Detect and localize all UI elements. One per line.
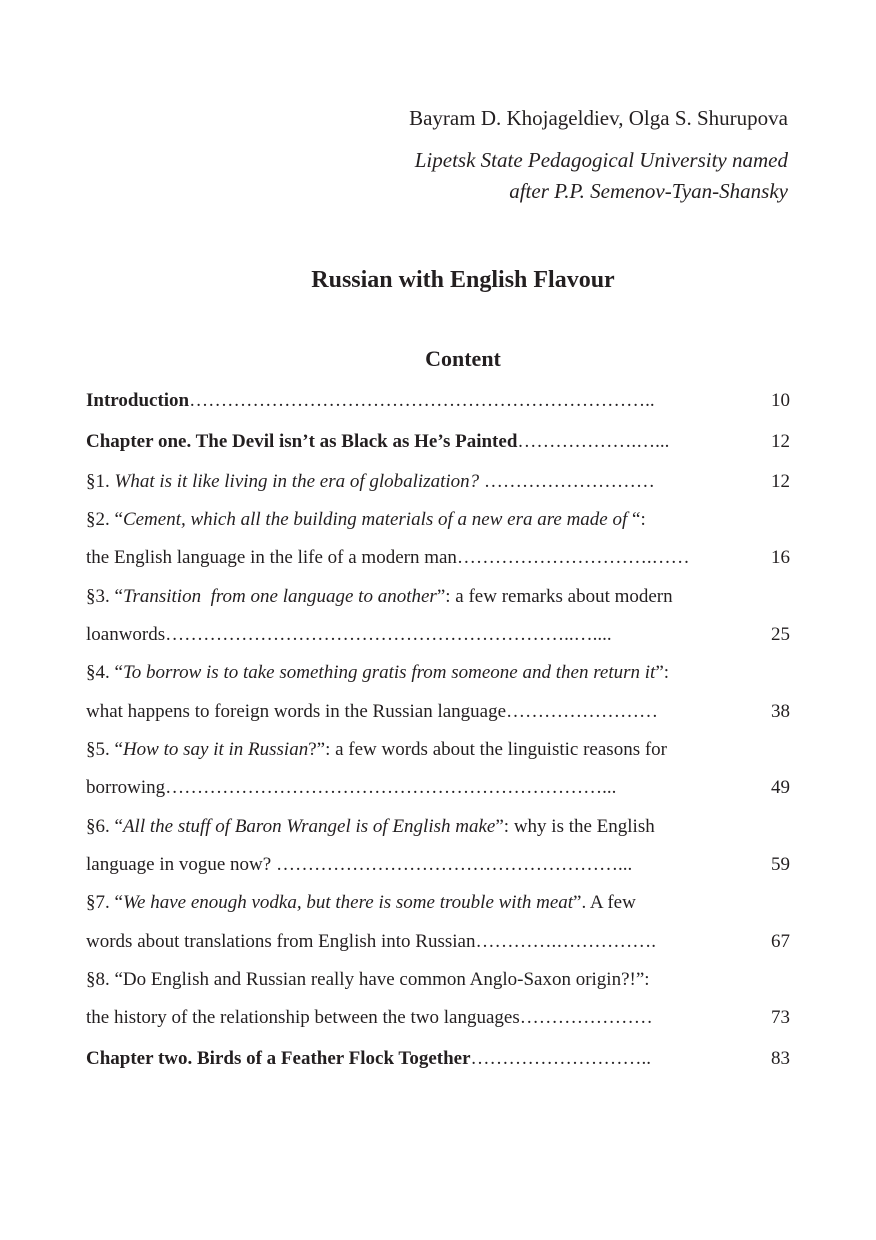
toc-entry-chapter-one[interactable] (86, 428, 790, 456)
toc-label-continued: the history of the relationship between the two languages (86, 1007, 520, 1028)
toc-entry-section-7[interactable] (86, 889, 790, 956)
toc-page-number: 12 (771, 471, 790, 492)
toc-page-number: 25 (771, 624, 790, 645)
toc-entry-section-3[interactable] (86, 583, 790, 649)
toc-line-1 (86, 736, 790, 764)
toc-prefix: §3. “ (86, 586, 123, 607)
toc-label: Chapter two. Birds of a Feather Flock Together (86, 1048, 471, 1069)
toc-leader: ………….……………. (475, 931, 656, 952)
toc-suffix: ”: (655, 662, 670, 683)
toc-label-continued: loanwords (86, 624, 166, 645)
toc-prefix: §6. “ (86, 816, 123, 837)
toc-page-number: 59 (771, 854, 790, 875)
toc-leader: ………………………….…… (456, 547, 690, 568)
toc-page-number: 12 (771, 431, 790, 452)
toc-entry-section-8[interactable] (86, 966, 790, 1032)
toc-prefix: §5. “ (86, 739, 123, 760)
authors: Bayram D. Khojageldiev, Olga S. Shurupova (409, 106, 788, 130)
book-title: Russian with English Flavour (311, 267, 615, 293)
toc-line-2 (86, 774, 790, 802)
toc-entry-section-5[interactable] (86, 736, 790, 802)
toc-entry-section-2[interactable] (86, 506, 790, 572)
toc-page-number: 49 (771, 777, 790, 798)
toc-label-continued: borrowing (86, 777, 166, 798)
toc-label-continued: what happens to foreign words in the Russian language (86, 701, 507, 722)
toc-entry-introduction[interactable] (86, 387, 790, 415)
toc-line-1 (86, 889, 790, 917)
toc-line-2 (86, 1004, 790, 1032)
toc-suffix: ”. A few (573, 892, 636, 913)
affiliation-line-2: after P.P. Semenov-Tyan-Shansky (509, 179, 788, 203)
toc-leader: ………………………………………………………..….... (165, 624, 612, 645)
toc-label-continued: language in vogue now? (86, 854, 276, 875)
toc-label: §8. “Do English and Russian really have common Anglo-Saxon origin?!”: (86, 969, 650, 990)
toc-entry-section-4[interactable] (86, 659, 790, 726)
toc-line-2 (86, 698, 790, 726)
toc-leader: ……………………… (479, 471, 655, 492)
toc-leader: ……………….…... (517, 431, 670, 452)
content-heading: Content (425, 346, 501, 371)
toc-line-1 (86, 583, 790, 611)
toc-suffix: “: (627, 509, 646, 530)
toc-label: Introduction (86, 390, 190, 411)
toc-label: All the stuff of Baron Wrangel is of English make (122, 816, 496, 837)
toc-label: To borrow is to take something gratis from someone and then return it (122, 662, 656, 683)
toc-suffix: ”: a few remarks about modern (436, 586, 673, 607)
toc-suffix: ?”: a few words about the linguistic reasons for (308, 739, 667, 760)
toc-entry-section-6[interactable] (86, 813, 790, 879)
toc-page-number: 10 (771, 390, 790, 411)
toc-label: What is it like living in the era of globalization? (114, 471, 480, 492)
toc-leader: ……………………….. (470, 1048, 652, 1069)
toc-line-1 (86, 506, 790, 534)
toc-label: Cement, which all the building materials of a new era are made of (122, 509, 628, 530)
toc-page-number: 16 (771, 547, 790, 568)
toc-label-continued: the English language in the life of a modern man (86, 547, 457, 568)
toc-entry-chapter-two[interactable] (86, 1045, 790, 1073)
toc-label: How to say it in Russian (122, 739, 309, 760)
toc-line-2 (86, 621, 790, 649)
toc-prefix: §4. “ (86, 662, 123, 683)
affiliation-line-1: Lipetsk State Pedagogical University named (414, 148, 788, 172)
toc-prefix: §7. “ (86, 892, 123, 913)
toc-leader: ……………………………………………………………….. (189, 390, 655, 411)
toc-suffix: ”: why is the English (495, 816, 655, 837)
toc-page-number: 73 (771, 1007, 790, 1028)
toc-line-1 (86, 659, 790, 687)
toc-page-number: 67 (771, 931, 790, 952)
toc-page-number: 83 (771, 1048, 790, 1069)
toc-page-number: 38 (771, 701, 790, 722)
toc-entry-section-1[interactable] (86, 468, 790, 496)
toc-leader: ……………………………………………………………... (165, 777, 617, 798)
toc-leader: …………………… (506, 701, 659, 722)
toc-leader: ………………………………………………... (275, 854, 633, 875)
toc-label: Chapter one. The Devil isn’t as Black as He’s Painted (86, 431, 518, 452)
toc-line-2 (86, 851, 790, 879)
toc-prefix: §1. (86, 471, 115, 492)
toc-line-1 (86, 966, 790, 994)
toc-line-2 (86, 544, 790, 572)
toc-leader: ………………… (519, 1007, 653, 1028)
toc-line-2 (86, 928, 790, 956)
affiliation (415, 145, 788, 207)
toc-label: Transition from one language to another (122, 586, 437, 607)
toc-label-continued: words about translations from English into Russian (86, 931, 476, 952)
toc-prefix: §2. “ (86, 509, 123, 530)
toc-label: We have enough vodka, but there is some trouble with meat (122, 892, 574, 913)
toc-line-1 (86, 813, 790, 841)
